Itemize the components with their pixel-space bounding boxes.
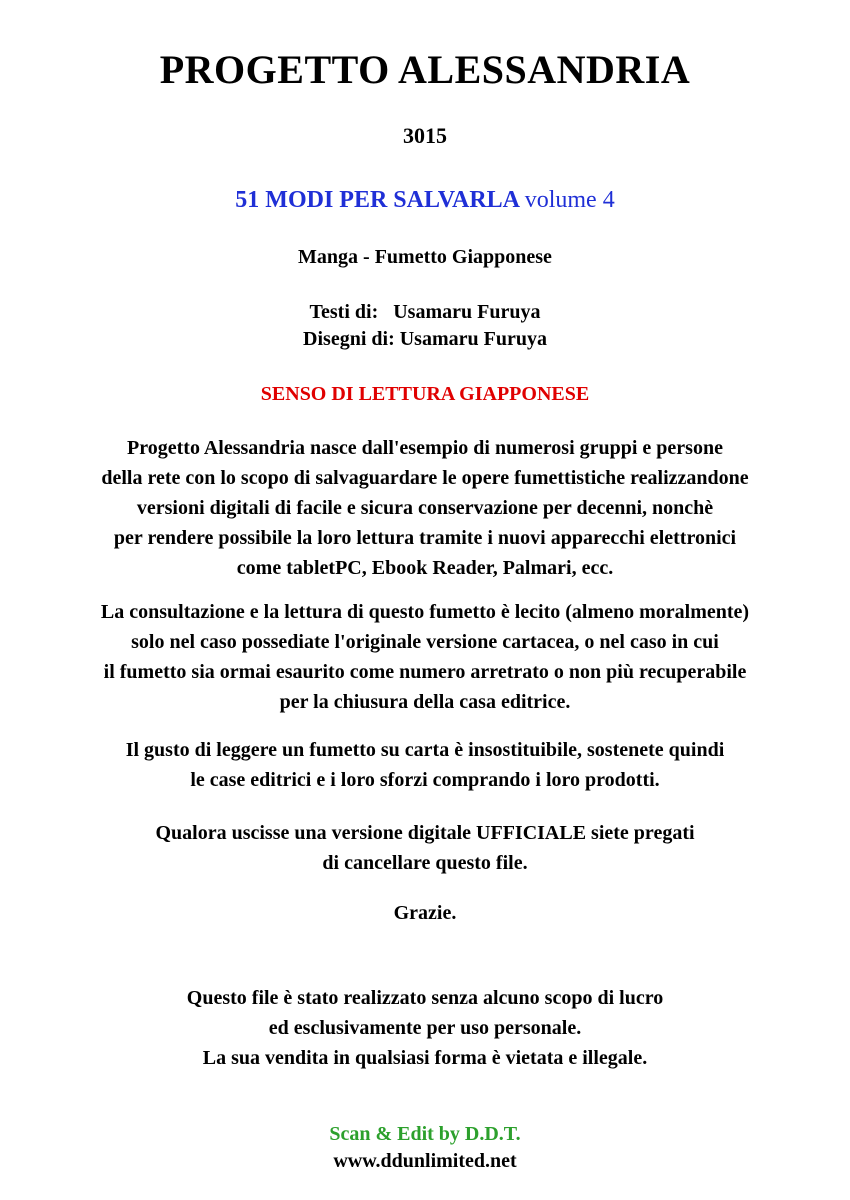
drawings-credit: Disegni di: Usamaru Furuya [303, 328, 547, 350]
series-title [0, 188, 850, 212]
paragraph-line: La sua vendita in qualsiasi forma è vietata e illegale. [202, 1047, 648, 1069]
paragraph-legal-notice [0, 597, 850, 717]
paragraph-line: le case editrici e i loro sforzi comprando i loro prodotti. [190, 769, 660, 791]
paragraph-non-profit [0, 983, 850, 1073]
paragraph-line: della rete con lo scopo di salvaguardare le opere fumettistiche realizzandone [101, 467, 749, 489]
series-name: 51 MODI PER SALVARLA [235, 187, 519, 213]
paragraph-line: come tabletPC, Ebook Reader, Palmari, ecc. [236, 557, 614, 579]
paragraph-line: ed esclusivamente per uso personale. [268, 1017, 582, 1039]
texts-credit: Testi di: Usamaru Furuya [309, 301, 541, 323]
paragraph-line: solo nel caso possediate l'originale versione cartacea, o nel caso in cui [131, 631, 719, 653]
paragraph-line: Questo file è stato realizzato senza alcuno scopo di lucro [186, 987, 664, 1009]
thanks-text: Grazie. [393, 902, 457, 924]
paragraph-line: il fumetto sia ormai esaurito come numero arretrato o non più recuperabile [103, 661, 747, 683]
paragraph-project-intro [0, 433, 850, 583]
genre-label: Manga - Fumetto Giapponese [298, 246, 552, 268]
paragraph-line: per la chiusura della casa editrice. [279, 691, 571, 713]
paragraph-support-publishers [0, 735, 850, 795]
paragraph-official-version [0, 818, 850, 878]
paragraph-line: Qualora uscisse una versione digitale UFFICIALE siete pregati [155, 822, 695, 844]
paragraph-line: di cancellare questo file. [322, 852, 528, 874]
paragraph-line: versioni digitali di facile e sicura conservazione per decenni, nonchè [136, 497, 714, 519]
paragraph-line: Il gusto di leggere un fumetto su carta è insostituibile, sostenete quindi [125, 739, 725, 761]
series-volume: volume 4 [524, 187, 615, 213]
paragraph-line: Progetto Alessandria nasce dall'esempio di numerosi gruppi e persone [127, 437, 723, 459]
website-link[interactable]: www.ddunlimited.net [333, 1150, 517, 1172]
reading-direction-warning: SENSO DI LETTURA GIAPPONESE [260, 383, 590, 405]
paragraph-line: per rendere possibile la loro lettura tramite i nuovi apparecchi elettronici [113, 527, 737, 549]
page-title: PROGETTO ALESSANDRIA [159, 47, 691, 92]
scan-credit: Scan & Edit by D.D.T. [329, 1123, 521, 1145]
paragraph-line: La consultazione e la lettura di questo fumetto è lecito (almeno moralmente) [100, 601, 750, 623]
volume-code: 3015 [403, 123, 447, 148]
